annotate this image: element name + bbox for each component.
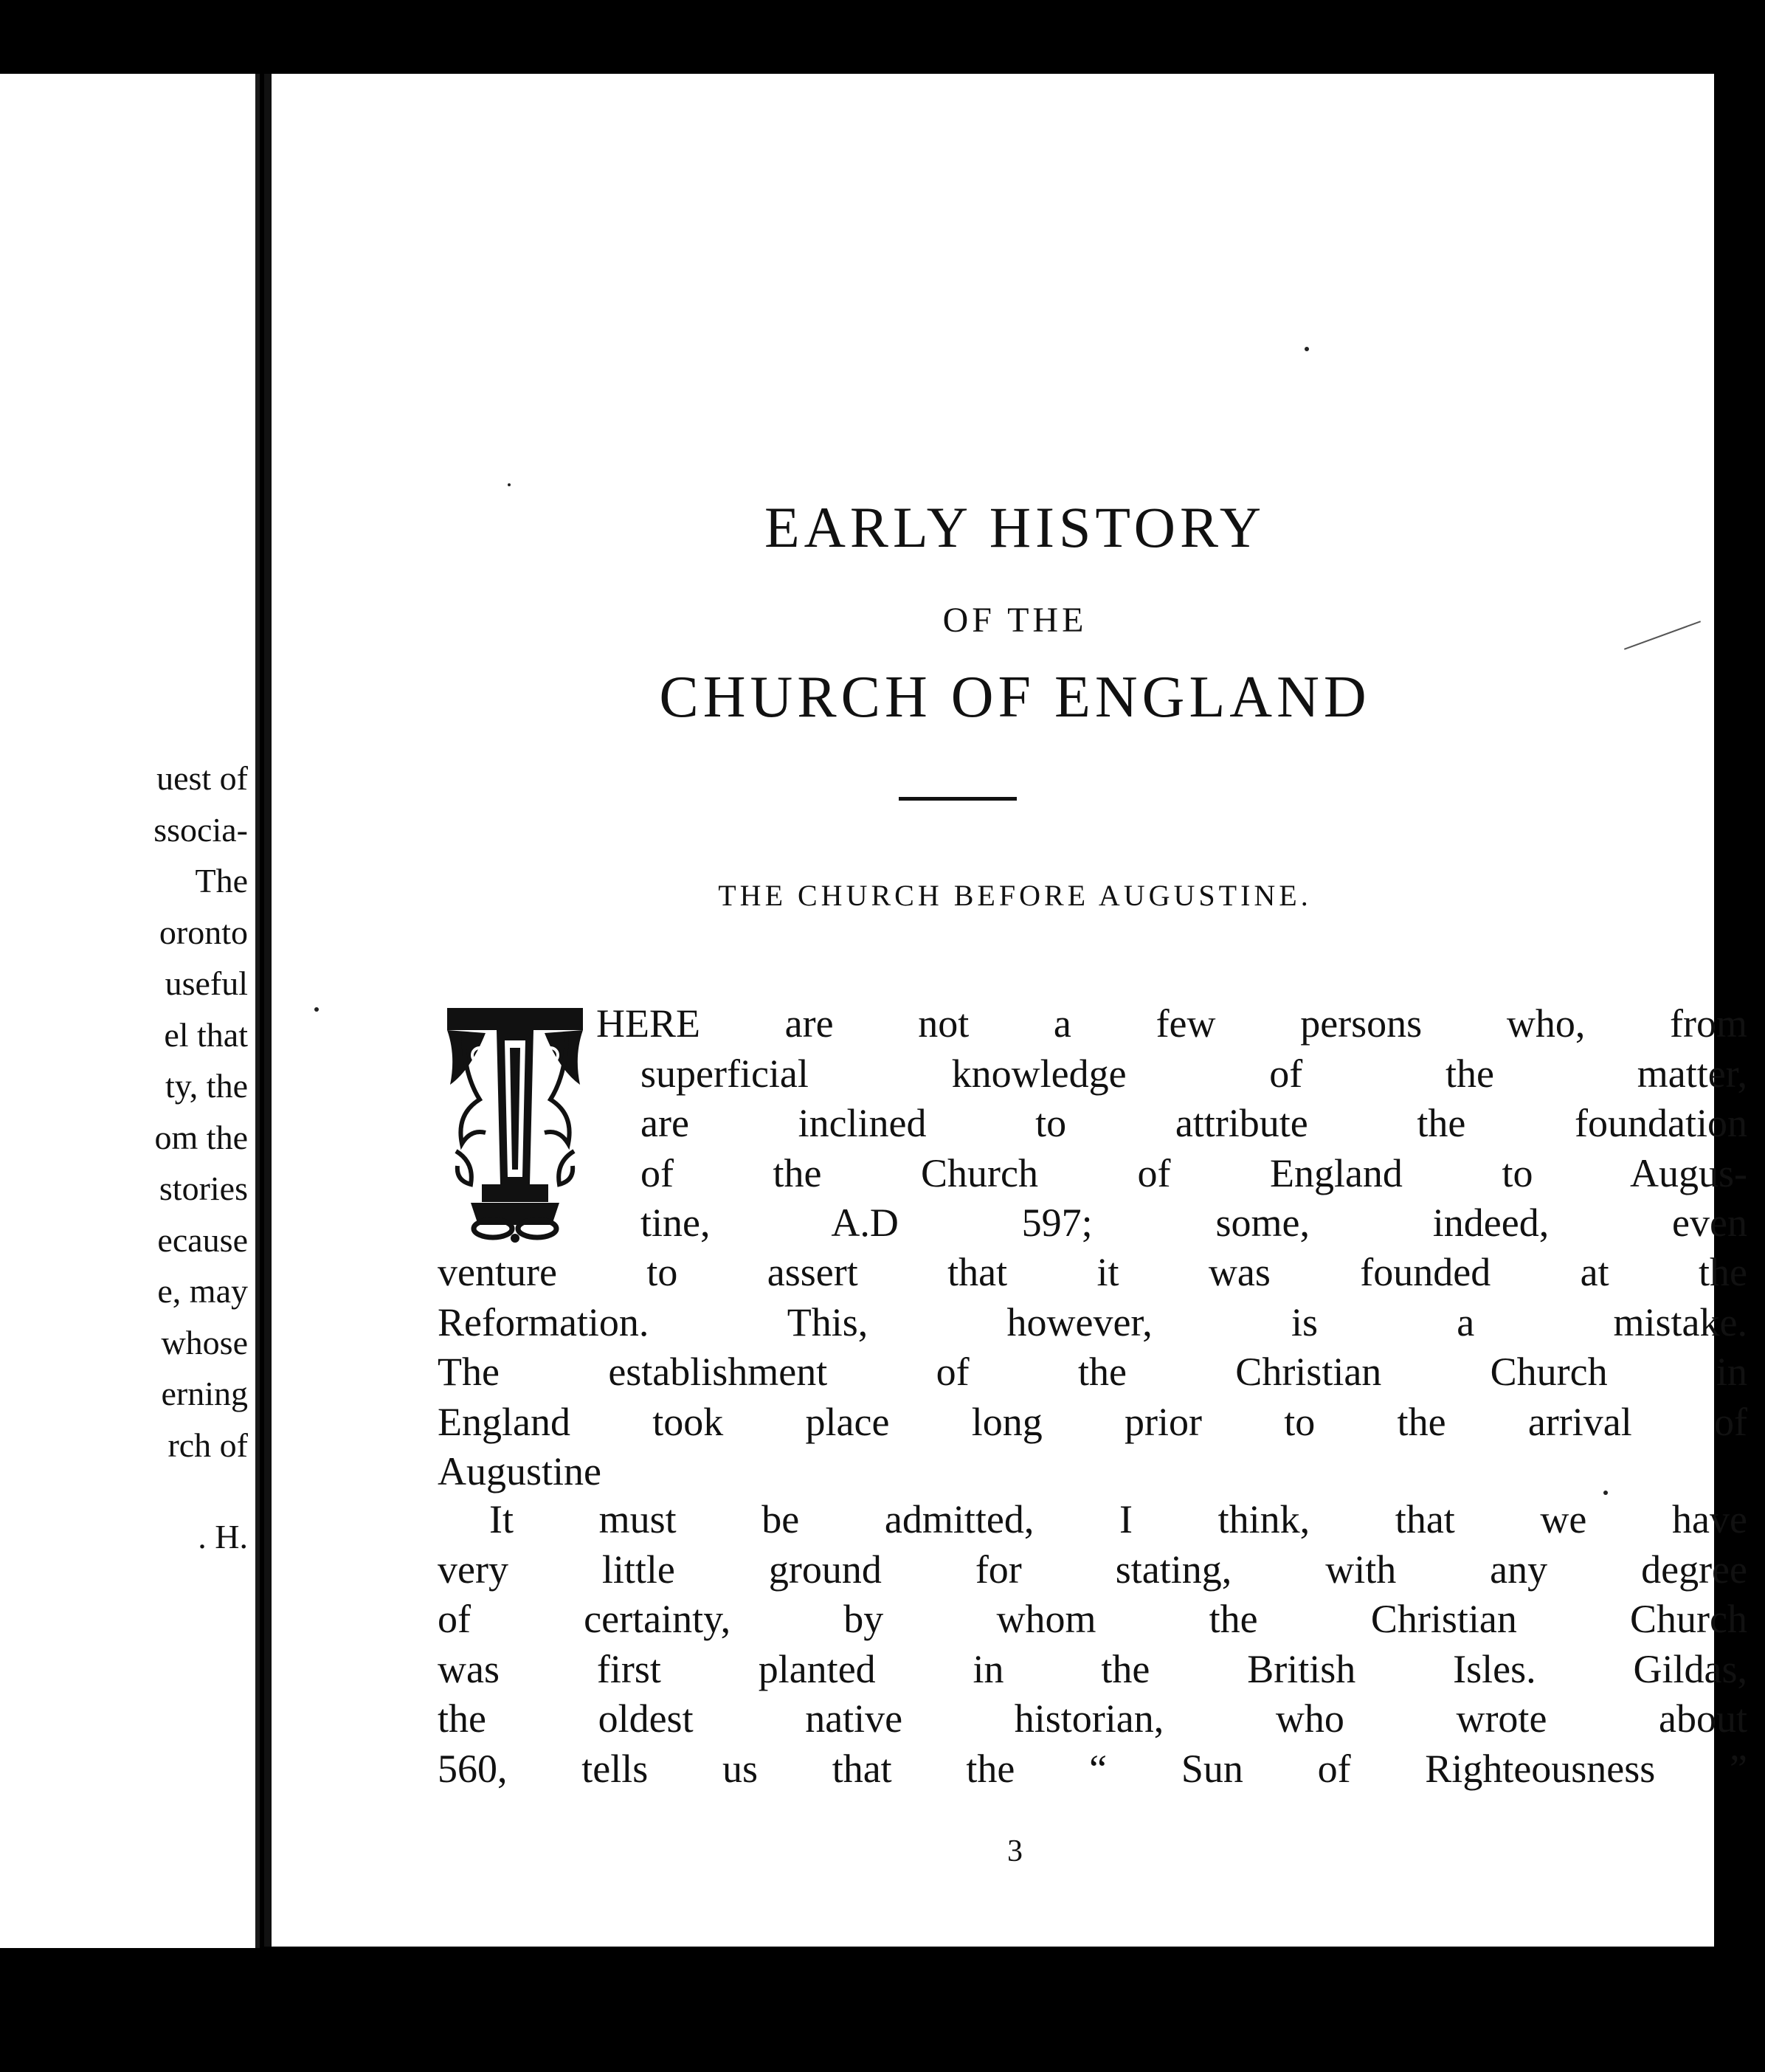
main-page [264, 74, 1747, 1947]
text-line: superficial knowledge of the matter, [640, 1051, 1747, 1096]
text-line: of certainty, by whom the Christian Church [438, 1597, 1747, 1641]
paragraph-2 [438, 1495, 1747, 1794]
left-page-text [0, 753, 248, 1471]
left-line: useful [165, 964, 248, 1002]
left-line: stories [159, 1170, 248, 1207]
left-line: e, may [157, 1272, 248, 1310]
title-line-1: EARLY HISTORY [764, 495, 1266, 559]
left-signature: . H. [198, 1518, 248, 1555]
left-line: ecause [157, 1220, 248, 1259]
text-line: Augustine [438, 1449, 601, 1493]
speck [1305, 347, 1309, 351]
left-line: rch of [167, 1426, 248, 1464]
text-line: England took place long prior to the arrival of [438, 1399, 1747, 1444]
text-line: very little ground for stating, with any degree [438, 1547, 1747, 1592]
left-line: erning [161, 1375, 248, 1412]
text-line: It must be admitted, I think, that we have [489, 1497, 1747, 1541]
title-line-3: CHURCH OF ENGLAND [659, 665, 1371, 730]
speck [508, 483, 511, 486]
text-line: Reformation. This, however, is a mistake. [438, 1299, 1747, 1344]
left-line: om the [154, 1118, 248, 1156]
left-line: uest of [156, 759, 248, 797]
text-line: the oldest native historian, who wrote about [438, 1696, 1747, 1741]
paragraph-1-wrapped [596, 999, 1747, 1249]
left-line: oronto [159, 913, 248, 951]
left-facing-page [0, 74, 260, 1948]
paragraph-1-continued [438, 1248, 1747, 1497]
left-line: ssocia- [153, 810, 248, 849]
text-line: was first planted in the British Isles. Gildas, [438, 1646, 1747, 1691]
left-line: el that [164, 1015, 248, 1054]
text-line: venture to assert that it was founded at the [438, 1250, 1747, 1294]
text-line: are inclined to attribute the foundation [640, 1101, 1747, 1145]
left-line: whose [161, 1323, 248, 1361]
title-rule [899, 797, 1017, 801]
left-line: ty, the [165, 1067, 248, 1105]
title-line-2: OF THE [942, 601, 1088, 640]
text-line: HERE are not a few persons who, from [596, 1001, 1747, 1046]
page-fold [255, 74, 260, 1948]
left-line: The [195, 862, 248, 899]
text-line: of the Church of England to Augus- [640, 1150, 1747, 1195]
section-heading: THE CHURCH BEFORE AUGUSTINE. [718, 879, 1312, 912]
page-number: 3 [1007, 1834, 1023, 1868]
text-line: The establishment of the Christian Church in [438, 1350, 1747, 1394]
speck [314, 1007, 319, 1012]
text-line: 560, tells us that the “ Sun of Righteousness ” [438, 1746, 1747, 1791]
drop-cap-ornament [441, 1004, 589, 1247]
text-line: tine, A.D 597; some, indeed, even [640, 1201, 1747, 1245]
